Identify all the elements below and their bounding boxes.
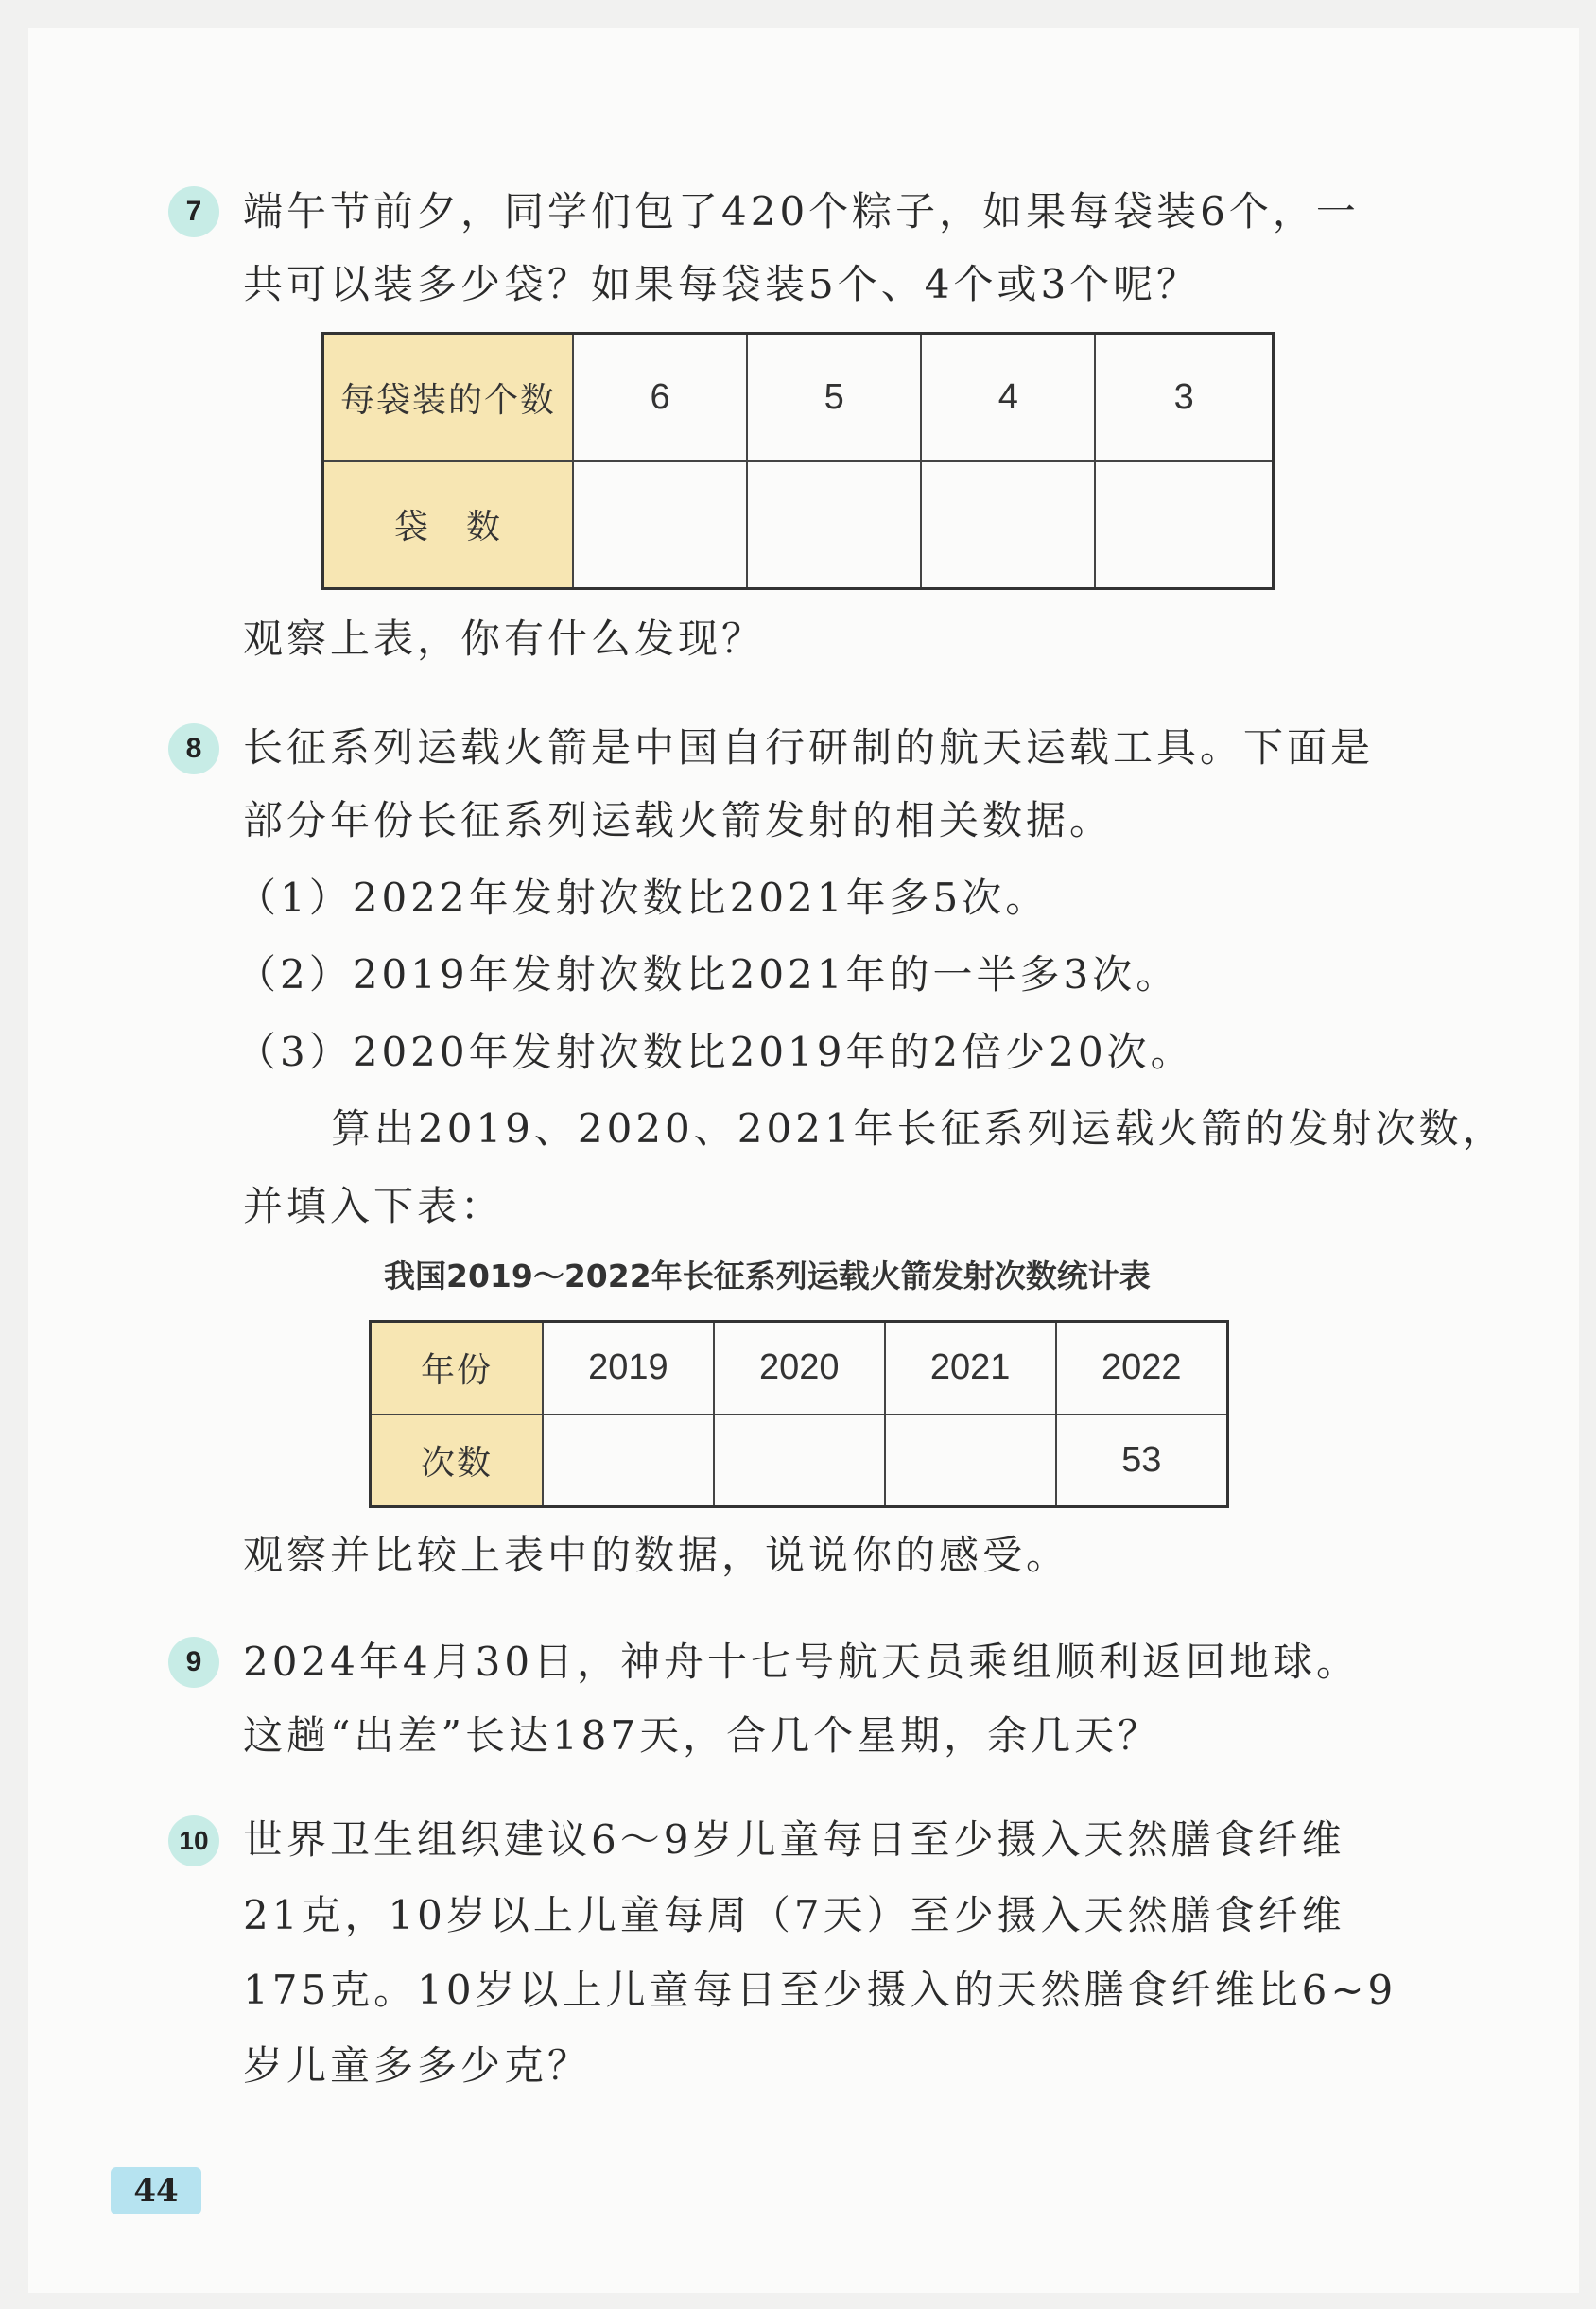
problem-text-line: 长征系列运载火箭是中国自行研制的航天运载工具。下面是 (243, 724, 1375, 771)
problem-text-line: 这趟“出差”长达187天，合几个星期，余几天？ (243, 1712, 1162, 1759)
problem-text-line: 世界卫生组织建议6～9岁儿童每日至少摄入天然膳食纤维 (243, 1816, 1345, 1863)
problem-text-line: 175克。10岁以上儿童每日至少摄入的天然膳食纤维比6~9 (243, 1967, 1397, 2013)
table-row-header: 袋 数 (323, 461, 574, 589)
table-row-header: 次数 (371, 1415, 544, 1507)
instruction-line: 算出2019、2020、2021年长征系列运载火箭的发射次数， (331, 1105, 1506, 1152)
table-cell (885, 1415, 1056, 1507)
table-cell (714, 1415, 885, 1507)
problem-number-badge: 10 (168, 1815, 219, 1866)
table-cell: 4 (921, 334, 1095, 461)
table-row-header: 年份 (371, 1322, 544, 1415)
instruction-line: 并填入下表： (243, 1183, 505, 1229)
condition-item: （3）2020年发射次数比2019年的2倍少20次。 (236, 1029, 1194, 1075)
problem-text-line: 部分年份长征系列运载火箭发射的相关数据。 (243, 797, 1114, 843)
problem-text-line: 共可以装多少袋？如果每袋装5个、4个或3个呢？ (243, 261, 1201, 307)
followup-question: 观察上表，你有什么发现？ (243, 616, 766, 662)
problem-number-badge: 8 (168, 723, 219, 774)
problem-number-badge: 7 (168, 186, 219, 237)
table-cell (543, 1415, 714, 1507)
problem-text-line: 21克，10岁以上儿童每周（7天）至少摄入天然膳食纤维 (243, 1892, 1345, 1938)
condition-item: （2）2019年发射次数比2021年的一半多3次。 (236, 951, 1180, 998)
table-cell (747, 461, 921, 589)
followup-question: 观察并比较上表中的数据，说说你的感受。 (243, 1532, 1070, 1578)
table-cell: 2022 (1056, 1322, 1228, 1415)
problem-text-line: 2024年4月30日，神舟十七号航天员乘组顺利返回地球。 (243, 1639, 1361, 1685)
table-cell (921, 461, 1095, 589)
table-cell: 3 (1095, 334, 1273, 461)
bag-count-table (321, 332, 1275, 590)
page-number: 44 (111, 2167, 201, 2214)
table-cell (573, 461, 747, 589)
table-cell: 2020 (714, 1322, 885, 1415)
problem-text-line: 端午节前夕，同学们包了420个粽子，如果每袋装6个，一 (243, 188, 1360, 234)
table-cell: 5 (747, 334, 921, 461)
table-cell: 6 (573, 334, 747, 461)
table-cell (1095, 461, 1273, 589)
problem-number-badge: 9 (168, 1637, 219, 1688)
problem-text-line: 岁儿童多多少克？ (243, 2042, 592, 2089)
table-row-header: 每袋装的个数 (323, 334, 574, 461)
table-cell: 2019 (543, 1322, 714, 1415)
launch-count-table (369, 1320, 1229, 1508)
condition-item: （1）2022年发射次数比2021年多5次。 (236, 875, 1050, 921)
table-caption: 我国2019～2022年长征系列运载火箭发射次数统计表 (384, 1258, 1151, 1294)
table-cell: 53 (1056, 1415, 1228, 1507)
table-cell: 2021 (885, 1322, 1056, 1415)
